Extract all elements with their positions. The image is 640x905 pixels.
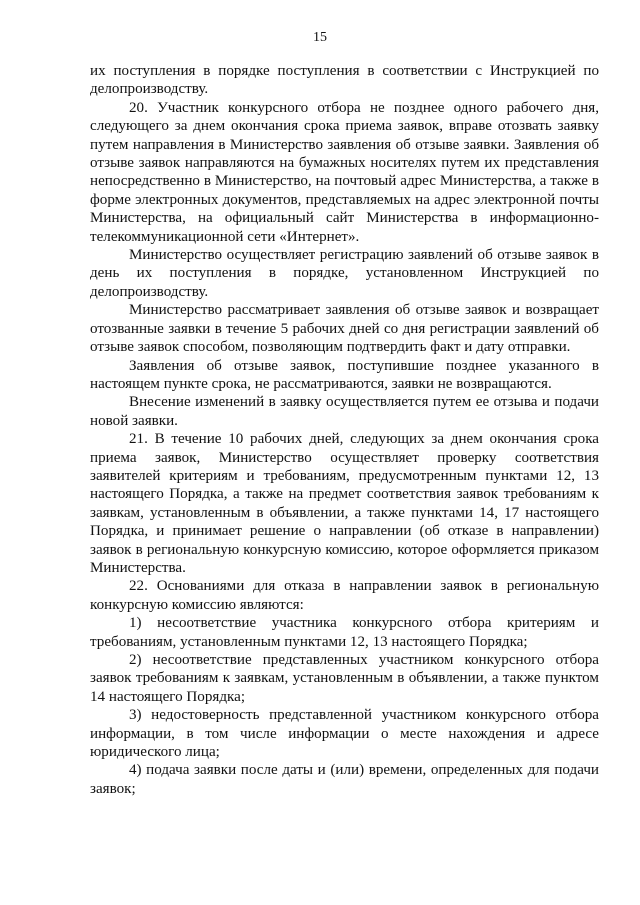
paragraph-item-20: 20. Участник конкурсного отбора не позднее одного рабочего дня, следующего за днем окончания срока приема заявок, вправе отозвать заявку путем направления в Министерство заявления об отзыве заявки. Заявления об отзыве заявок направляются на бумажных носителях путем их представления непосредственно в Министерство, на почтовый адрес Министерства, а также в форме электронных документов, представляемых на адрес электронной почты Министерства, на официальный сайт Министерства в информационно-телекоммуникационной сети «Интернет». [90,99,599,245]
paragraph-registration: Министерство осуществляет регистрацию заявлений об отзыве заявок в день их поступления в порядке, установленном Инструкцией по делопроизводству. [90,247,599,300]
paragraph-item-21: 21. В течение 10 рабочих дней, следующих за днем окончания срока приема заявок, Министерство осуществляет проверку соответствия заявителей критериям и требованиям, предусмотренным пунктами 12, 13 настоящего Порядка, а также на предмет соответствия заявок требованиям к заявкам, установленным в объявлении, а также пунктами 14, 17 настоящего Порядка, и принимает решение о направлении (об отказе в направлении) заявок в региональную конкурсную комиссию, которое оформляется приказом Министерства. [90,431,599,576]
list-item-1: 1) несоответствие участника конкурсного отбора критериям и требованиям, установленным пунктами 12, 13 настоящего Порядка; [90,615,599,650]
list-item-2: 2) несоответствие представленных участником конкурсного отбора заявок требованиям к заявкам, установленным в объявлении, а также пунктом 14 настоящего Порядка; [90,652,599,705]
list-item-4: 4) подача заявки после даты и (или) времени, определенных для подачи заявок; [90,762,599,797]
paragraph-late-withdrawal: Заявления об отзыве заявок, поступившие позднее указанного в настоящем пункте срока, не рассматриваются, заявки не возвращаются. [90,357,599,392]
paragraph-item-22: 22. Основаниями для отказа в направлении заявок в региональную конкурсную комиссию являются: [90,578,599,613]
list-item-3: 3) недостоверность представленной участником конкурсного отбора информации, в том числе информации о месте нахождения и адресе юридического лица; [90,707,599,761]
paragraph-continuation: их поступления в порядке поступления в соответствии с Инструкцией по делопроизводству. [90,63,599,98]
page-number: 15 [313,30,327,45]
paragraph-changes: Внесение изменений в заявку осуществляется путем ее отзыва и подачи новой заявки. [90,394,599,429]
paragraph-review: Министерство рассматривает заявления об отзыве заявок и возвращает отозванные заявки в течение 5 рабочих дней со дня регистрации заявлений об отзыве заявок способом, позволяющим подтвердить факт и дату отправки. [90,302,599,356]
document-body [90,62,599,798]
